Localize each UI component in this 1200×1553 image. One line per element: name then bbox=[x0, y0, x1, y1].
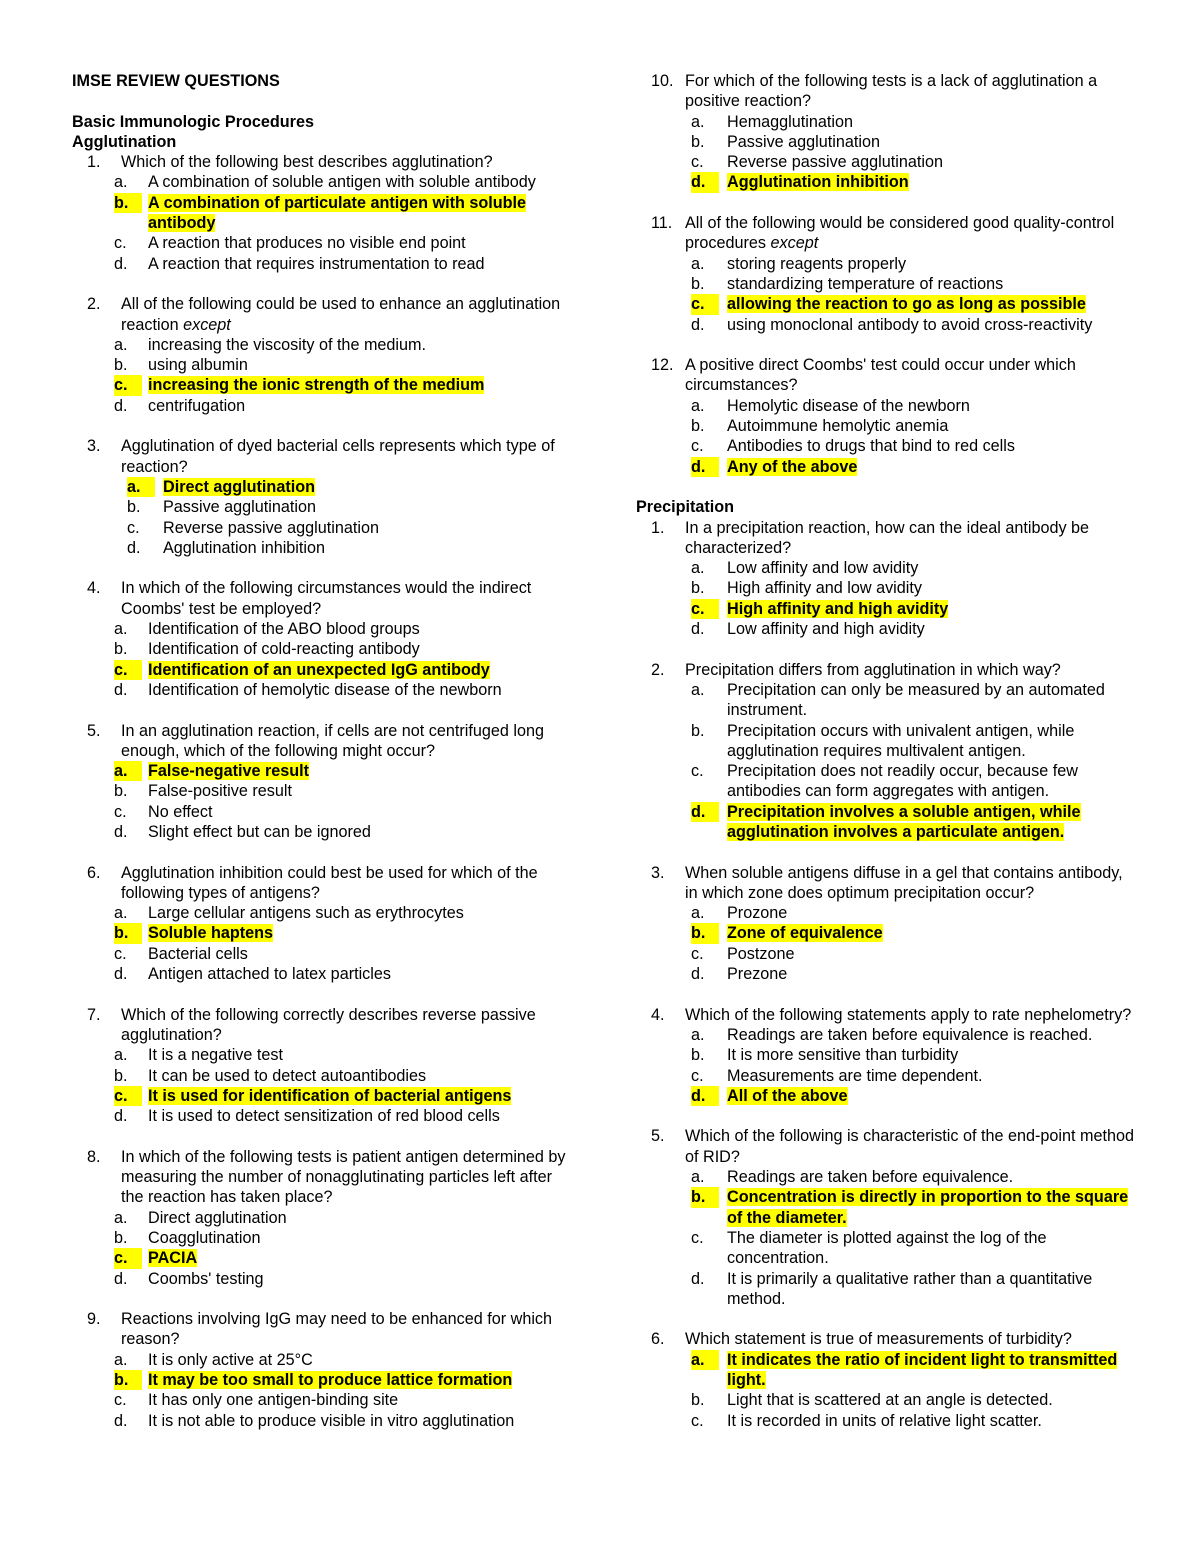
option-letter: d. bbox=[691, 1269, 705, 1288]
option-text: increasing the viscosity of the medium. bbox=[148, 335, 427, 354]
answer-option bbox=[72, 233, 572, 253]
option-letter: c. bbox=[691, 294, 719, 314]
option-text: It is only active at 25°C bbox=[148, 1350, 313, 1369]
option-text: A combination of particulate antigen with soluble antibody bbox=[148, 193, 527, 233]
left-column bbox=[72, 71, 572, 1451]
question-number: 4. bbox=[87, 579, 101, 598]
option-letter: d. bbox=[114, 822, 128, 841]
option-letter: c. bbox=[691, 1228, 704, 1247]
question bbox=[72, 578, 572, 619]
option-letter: a. bbox=[691, 112, 705, 131]
answer-option-correct bbox=[72, 923, 572, 943]
answer-option bbox=[636, 944, 1136, 964]
option-text: using monoclonal antibody to avoid cross-reactivity bbox=[727, 315, 1093, 334]
option-text: Precipitation does not readily occur, because few antibodies can form aggregates with antigen. bbox=[727, 762, 1078, 801]
option-text: It is recorded in units of relative light scatter. bbox=[727, 1411, 1042, 1430]
option-letter: c. bbox=[691, 153, 704, 172]
option-text: Low affinity and high avidity bbox=[727, 620, 925, 639]
option-text: Direct agglutination bbox=[148, 1208, 287, 1227]
answer-option-correct bbox=[636, 802, 1136, 843]
answer-option bbox=[636, 680, 1136, 721]
question-emphasis: except bbox=[770, 234, 819, 253]
question-text: All of the following would be considered good quality-control procedures bbox=[685, 214, 1115, 253]
answer-option bbox=[72, 1066, 572, 1086]
answer-option-correct bbox=[72, 375, 572, 395]
option-text: A reaction that produces no visible end point bbox=[148, 234, 466, 253]
question-text: When soluble antigens diffuse in a gel that contains antibody, in which zone does optimum precipitation occur? bbox=[685, 863, 1123, 902]
option-letter: d. bbox=[114, 396, 128, 415]
option-letter: b. bbox=[691, 1187, 719, 1207]
answer-option bbox=[636, 1025, 1136, 1045]
option-letter: b. bbox=[114, 193, 142, 213]
question-emphasis: except bbox=[183, 315, 231, 334]
option-text: Prozone bbox=[727, 904, 788, 923]
question-text: In an agglutination reaction, if cells are not centrifuged long enough, which of the following might occur? bbox=[121, 721, 544, 760]
option-letter: a. bbox=[691, 1350, 719, 1370]
question-number: 5. bbox=[651, 1127, 665, 1146]
option-text: Large cellular antigens such as erythrocytes bbox=[148, 904, 464, 923]
answer-option bbox=[636, 274, 1136, 294]
option-letter: c. bbox=[691, 1411, 704, 1430]
option-letter: c. bbox=[114, 660, 142, 680]
option-letter: b. bbox=[691, 132, 705, 151]
section-title-precipitation: Precipitation bbox=[636, 498, 735, 517]
option-letter: c. bbox=[127, 518, 140, 537]
question-number: 12. bbox=[651, 356, 674, 375]
option-text: Precipitation can only be measured by an automated instrument. bbox=[727, 680, 1105, 720]
option-text: Prezone bbox=[727, 965, 788, 984]
option-text: Concentration is directly in proportion to the square of the diameter. bbox=[727, 1188, 1129, 1227]
question-number: 7. bbox=[87, 1005, 101, 1024]
question-text: Agglutination of dyed bacterial cells represents which type of reaction? bbox=[121, 437, 555, 476]
answer-option bbox=[72, 518, 572, 538]
option-text: standardizing temperature of reactions bbox=[727, 274, 1004, 293]
question-number: 2. bbox=[87, 295, 101, 314]
option-text: Hemagglutination bbox=[727, 112, 853, 131]
answer-option-correct bbox=[72, 1248, 572, 1268]
question-number: 4. bbox=[651, 1005, 665, 1024]
option-text: It indicates the ratio of incident light to transmitted light. bbox=[727, 1350, 1118, 1389]
answer-option bbox=[636, 1390, 1136, 1410]
question-text: In which of the following tests is patient antigen determined by measuring the number of nonagglutinating particles left after the reaction has taken place? bbox=[121, 1147, 566, 1207]
option-letter: c. bbox=[114, 1248, 142, 1268]
option-letter: b. bbox=[691, 274, 705, 293]
answer-option bbox=[636, 436, 1136, 456]
option-text: increasing the ionic strength of the medium bbox=[148, 376, 485, 395]
question-text: In a precipitation reaction, how can the ideal antibody be characterized? bbox=[685, 518, 1090, 557]
answer-option bbox=[72, 1411, 572, 1431]
question bbox=[72, 1147, 572, 1208]
agglutination-questions-part2 bbox=[636, 71, 1136, 497]
question-text: Which of the following is characteristic of the end-point method of RID? bbox=[685, 1127, 1134, 1166]
option-text: Postzone bbox=[727, 944, 795, 963]
question-text: Which of the following statements apply to rate nephelometry? bbox=[685, 1005, 1132, 1024]
question-text: In which of the following circumstances would the indirect Coombs' test be employed? bbox=[121, 579, 532, 618]
option-text: Hemolytic disease of the newborn bbox=[727, 396, 970, 415]
option-text: using albumin bbox=[148, 356, 248, 375]
question-number: 11. bbox=[651, 214, 673, 233]
question bbox=[636, 1126, 1136, 1167]
answer-option bbox=[72, 172, 572, 192]
answer-option bbox=[636, 964, 1136, 984]
option-text: False-negative result bbox=[148, 762, 310, 781]
question-number: 6. bbox=[87, 863, 101, 882]
option-text: Passive agglutination bbox=[727, 132, 880, 151]
answer-option-correct bbox=[636, 1350, 1136, 1391]
question-number: 1. bbox=[651, 518, 665, 537]
answer-option bbox=[72, 1208, 572, 1228]
option-text: storing reagents properly bbox=[727, 254, 907, 273]
option-text: It is used for identification of bacterial antigens bbox=[148, 1086, 512, 1105]
option-letter: c. bbox=[691, 944, 704, 963]
option-text: It may be too small to produce lattice formation bbox=[148, 1371, 513, 1389]
option-text: It can be used to detect autoantibodies bbox=[148, 1066, 427, 1085]
answer-option-correct bbox=[72, 193, 572, 234]
option-text: Identification of cold-reacting antibody bbox=[148, 640, 420, 659]
answer-option bbox=[636, 721, 1136, 762]
option-text: centrifugation bbox=[148, 396, 246, 415]
option-text: Reverse passive agglutination bbox=[727, 153, 943, 172]
option-letter: d. bbox=[114, 965, 128, 984]
option-text: It is primarily a qualitative rather than a quantitative method. bbox=[727, 1269, 1093, 1308]
option-letter: b. bbox=[691, 923, 719, 943]
option-letter: a. bbox=[114, 620, 128, 639]
answer-option-correct bbox=[636, 599, 1136, 619]
question-text: A positive direct Coombs' test could occur under which circumstances? bbox=[685, 356, 1076, 395]
answer-option bbox=[636, 903, 1136, 923]
agglutination-questions-part1 bbox=[72, 152, 572, 1451]
answer-option bbox=[72, 538, 572, 558]
answer-option bbox=[72, 497, 572, 517]
option-text: The diameter is plotted against the log of the concentration. bbox=[727, 1228, 1047, 1268]
option-text: Agglutination inhibition bbox=[727, 173, 909, 192]
option-letter: b. bbox=[114, 1370, 142, 1390]
option-letter: d. bbox=[127, 538, 141, 557]
answer-option bbox=[72, 680, 572, 700]
option-letter: a. bbox=[691, 396, 705, 415]
answer-option bbox=[636, 152, 1136, 172]
question-text: Agglutination inhibition could best be used for which of the following types of antigens? bbox=[121, 863, 538, 902]
unit-title: Basic Immunologic Procedures bbox=[72, 112, 314, 131]
option-letter: a. bbox=[114, 1350, 128, 1369]
option-letter: c. bbox=[114, 1391, 127, 1410]
question bbox=[636, 213, 1136, 254]
question-number: 2. bbox=[651, 660, 665, 679]
option-letter: a. bbox=[114, 335, 128, 354]
answer-option bbox=[636, 254, 1136, 274]
answer-option bbox=[636, 1045, 1136, 1065]
question-number: 10. bbox=[651, 72, 674, 90]
answer-option bbox=[636, 416, 1136, 436]
option-text: Identification of an unexpected IgG antibody bbox=[148, 660, 490, 679]
question bbox=[72, 436, 572, 477]
answer-option bbox=[72, 781, 572, 801]
option-text: It is more sensitive than turbidity bbox=[727, 1046, 959, 1065]
option-text: Zone of equivalence bbox=[727, 924, 883, 943]
option-letter: d. bbox=[114, 680, 128, 699]
answer-option-correct bbox=[72, 660, 572, 680]
option-text: Readings are taken before equivalence is reached. bbox=[727, 1025, 1093, 1044]
option-text: Agglutination inhibition bbox=[163, 538, 325, 557]
option-letter: b. bbox=[114, 1066, 128, 1085]
answer-option-correct bbox=[72, 1370, 572, 1390]
document-title: IMSE REVIEW QUESTIONS bbox=[72, 72, 280, 90]
option-letter: d. bbox=[691, 965, 705, 984]
question-text: Precipitation differs from agglutination in which way? bbox=[685, 660, 1061, 679]
option-text: Low affinity and low avidity bbox=[727, 559, 919, 578]
option-letter: b. bbox=[114, 923, 142, 943]
option-text: Precipitation involves a soluble antigen, while agglutination involves a particulate antigen. bbox=[727, 802, 1081, 841]
question-number: 6. bbox=[651, 1330, 665, 1349]
option-letter: a. bbox=[127, 477, 155, 497]
answer-option bbox=[72, 1045, 572, 1065]
option-letter: b. bbox=[114, 356, 128, 375]
option-letter: c. bbox=[691, 762, 704, 781]
option-text: It is a negative test bbox=[148, 1046, 283, 1065]
question-number: 3. bbox=[87, 437, 101, 456]
option-letter: a. bbox=[691, 1025, 705, 1044]
question bbox=[636, 1329, 1136, 1349]
option-letter: d. bbox=[691, 620, 705, 639]
option-text: Passive agglutination bbox=[163, 498, 316, 517]
question bbox=[72, 863, 572, 904]
option-letter: a. bbox=[114, 761, 142, 781]
question-number: 5. bbox=[87, 721, 101, 740]
option-text: Antigen attached to latex particles bbox=[148, 965, 391, 984]
answer-option bbox=[636, 1066, 1136, 1086]
option-text: Reverse passive agglutination bbox=[163, 518, 379, 537]
option-letter: d. bbox=[114, 1107, 128, 1126]
question-number: 3. bbox=[651, 863, 665, 882]
answer-option bbox=[636, 619, 1136, 639]
option-text: All of the above bbox=[727, 1086, 848, 1105]
option-letter: a. bbox=[114, 1208, 128, 1227]
answer-option bbox=[636, 1167, 1136, 1187]
question-text: Which statement is true of measurements of turbidity? bbox=[685, 1330, 1072, 1349]
answer-option bbox=[72, 1390, 572, 1410]
option-text: No effect bbox=[148, 802, 213, 821]
option-text: Light that is scattered at an angle is detected. bbox=[727, 1391, 1053, 1410]
answer-option bbox=[72, 1106, 572, 1126]
option-letter: d. bbox=[691, 1086, 719, 1106]
question-number: 9. bbox=[87, 1310, 101, 1329]
answer-option-correct bbox=[636, 1086, 1136, 1106]
option-letter: d. bbox=[691, 172, 719, 192]
question bbox=[72, 294, 572, 335]
answer-option-correct bbox=[636, 457, 1136, 477]
answer-option bbox=[636, 1228, 1136, 1269]
option-letter: b. bbox=[691, 721, 705, 740]
option-letter: b. bbox=[691, 1046, 705, 1065]
answer-option bbox=[636, 396, 1136, 416]
answer-option bbox=[636, 578, 1136, 598]
option-letter: a. bbox=[114, 904, 128, 923]
answer-option bbox=[72, 944, 572, 964]
option-text: PACIA bbox=[148, 1249, 198, 1268]
option-text: Any of the above bbox=[727, 457, 858, 476]
option-letter: c. bbox=[114, 234, 127, 253]
option-text: Bacterial cells bbox=[148, 944, 248, 963]
answer-option bbox=[72, 964, 572, 984]
option-letter: c. bbox=[114, 1086, 142, 1106]
answer-option bbox=[72, 802, 572, 822]
answer-option bbox=[72, 822, 572, 842]
question bbox=[636, 660, 1136, 680]
option-text: It is used to detect sensitization of red blood cells bbox=[148, 1107, 500, 1126]
answer-option-correct bbox=[636, 172, 1136, 192]
option-text: A combination of soluble antigen with soluble antibody bbox=[148, 173, 536, 192]
question bbox=[636, 355, 1136, 396]
answer-option bbox=[72, 903, 572, 923]
option-text: Readings are taken before equivalence. bbox=[727, 1168, 1014, 1187]
option-text: Identification of the ABO blood groups bbox=[148, 620, 420, 639]
option-letter: c. bbox=[691, 1066, 704, 1085]
option-letter: d. bbox=[691, 457, 719, 477]
right-column bbox=[636, 71, 1136, 1451]
answer-option bbox=[636, 558, 1136, 578]
option-text: It has only one antigen-binding site bbox=[148, 1391, 399, 1410]
question-text: Which of the following correctly describes reverse passive agglutination? bbox=[121, 1005, 536, 1044]
option-text: Soluble haptens bbox=[148, 924, 274, 943]
option-text: High affinity and high avidity bbox=[727, 599, 949, 618]
answer-option bbox=[72, 1269, 572, 1289]
option-text: Precipitation occurs with univalent antigen, while agglutination requires multivalent antigen. bbox=[727, 721, 1075, 760]
option-text: Antibodies to drugs that bind to red cells bbox=[727, 437, 1015, 456]
option-letter: b. bbox=[127, 498, 141, 517]
option-text: False-positive result bbox=[148, 782, 292, 801]
question-text: Reactions involving IgG may need to be enhanced for which reason? bbox=[121, 1310, 553, 1349]
option-letter: a. bbox=[691, 904, 705, 923]
option-letter: a. bbox=[114, 1046, 128, 1065]
option-letter: a. bbox=[691, 254, 705, 273]
option-letter: d. bbox=[114, 254, 128, 273]
answer-option bbox=[636, 1269, 1136, 1310]
answer-option bbox=[72, 639, 572, 659]
answer-option bbox=[72, 619, 572, 639]
option-text: Coombs' testing bbox=[148, 1269, 264, 1288]
option-letter: c. bbox=[691, 437, 704, 456]
option-letter: b. bbox=[691, 1391, 705, 1410]
option-letter: b. bbox=[691, 417, 705, 436]
option-text: Coagglutination bbox=[148, 1228, 261, 1247]
option-text: Direct agglutination bbox=[163, 477, 315, 496]
option-letter: b. bbox=[114, 1228, 128, 1247]
option-letter: d. bbox=[691, 315, 705, 334]
question bbox=[636, 71, 1136, 112]
answer-option-correct bbox=[72, 761, 572, 781]
answer-option bbox=[72, 335, 572, 355]
answer-option-correct bbox=[72, 1086, 572, 1106]
answer-option-correct bbox=[636, 1187, 1136, 1228]
option-letter: c. bbox=[114, 375, 142, 395]
option-letter: a. bbox=[691, 1168, 705, 1187]
question-text: Which of the following best describes agglutination? bbox=[121, 153, 493, 172]
option-text: Autoimmune hemolytic anemia bbox=[727, 417, 949, 436]
question bbox=[636, 863, 1136, 904]
answer-option bbox=[72, 396, 572, 416]
question-text: All of the following could be used to enhance an agglutination reaction bbox=[121, 295, 561, 334]
question bbox=[636, 1005, 1136, 1025]
option-letter: d. bbox=[691, 802, 719, 822]
option-letter: a. bbox=[691, 680, 705, 699]
option-text: High affinity and low avidity bbox=[727, 579, 922, 598]
option-text: It is not able to produce visible in vitro agglutination bbox=[148, 1411, 515, 1430]
option-letter: c. bbox=[691, 599, 719, 619]
answer-option bbox=[636, 112, 1136, 132]
option-letter: b. bbox=[691, 579, 705, 598]
answer-option bbox=[72, 1350, 572, 1370]
question-text: For which of the following tests is a lack of agglutination a positive reaction? bbox=[685, 72, 1098, 111]
option-letter: d. bbox=[114, 1269, 128, 1288]
option-letter: b. bbox=[114, 640, 128, 659]
question bbox=[72, 1005, 572, 1046]
answer-option bbox=[636, 315, 1136, 335]
answer-option bbox=[72, 1228, 572, 1248]
option-letter: c. bbox=[114, 802, 127, 821]
answer-option bbox=[72, 355, 572, 375]
option-letter: c. bbox=[114, 944, 127, 963]
answer-option bbox=[636, 761, 1136, 802]
option-text: Slight effect but can be ignored bbox=[148, 822, 371, 841]
question bbox=[72, 152, 572, 172]
answer-option bbox=[636, 132, 1136, 152]
question bbox=[72, 721, 572, 762]
answer-option-correct bbox=[636, 294, 1136, 314]
answer-option bbox=[636, 1411, 1136, 1431]
question-number: 1. bbox=[87, 153, 101, 172]
option-letter: b. bbox=[114, 782, 128, 801]
answer-option bbox=[72, 254, 572, 274]
option-letter: a. bbox=[114, 173, 128, 192]
question bbox=[72, 1309, 572, 1350]
option-text: A reaction that requires instrumentation to read bbox=[148, 254, 485, 273]
answer-option-correct bbox=[636, 923, 1136, 943]
section-title-agglutination: Agglutination bbox=[72, 132, 177, 151]
option-letter: a. bbox=[691, 559, 705, 578]
option-text: Measurements are time dependent. bbox=[727, 1066, 983, 1085]
answer-option-correct bbox=[72, 477, 572, 497]
question-number: 8. bbox=[87, 1147, 101, 1166]
question bbox=[636, 518, 1136, 559]
option-letter: d. bbox=[114, 1411, 128, 1430]
option-text: Identification of hemolytic disease of the newborn bbox=[148, 680, 502, 699]
precipitation-questions bbox=[636, 518, 1136, 1452]
option-text: allowing the reaction to go as long as possible bbox=[727, 295, 1086, 314]
